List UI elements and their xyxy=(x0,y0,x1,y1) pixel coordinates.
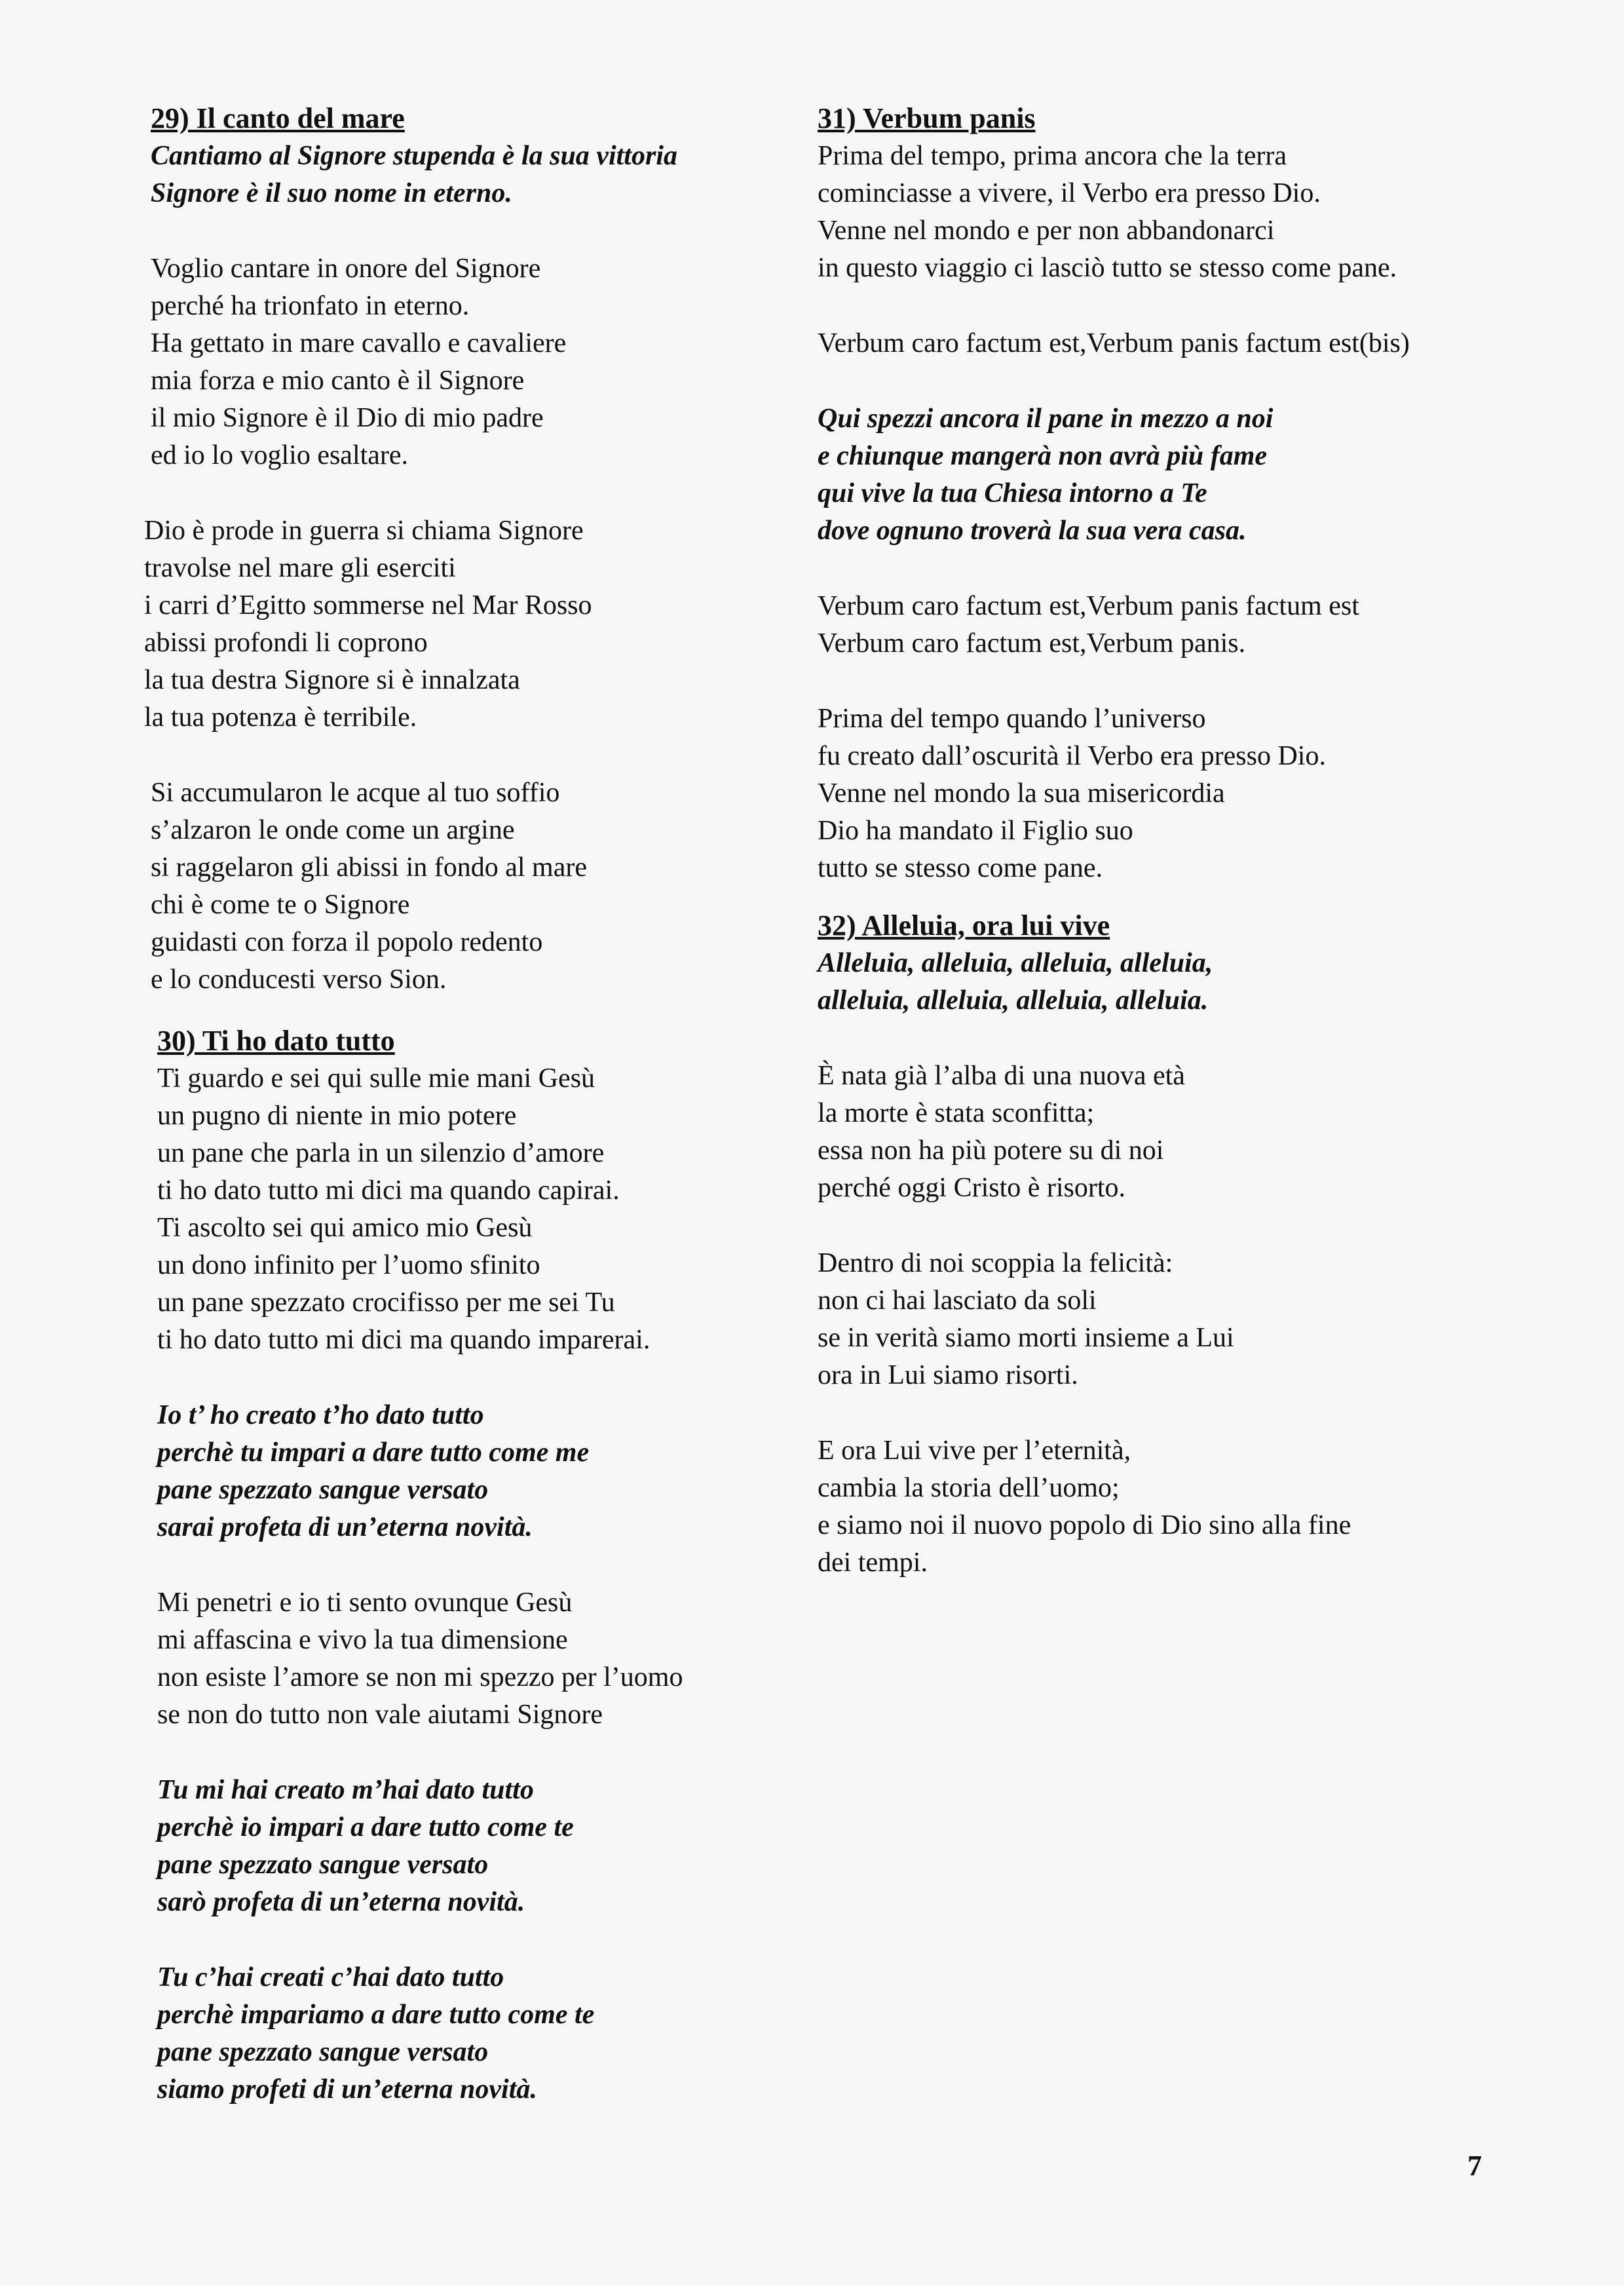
page-number: 7 xyxy=(1467,2150,1482,2182)
song-29 xyxy=(144,100,806,999)
lyric-line: sarò profeta di un’eterna novità. xyxy=(157,1887,525,1917)
lyric-line: Dio è prode in guerra si chiama Signore xyxy=(144,516,584,546)
chorus xyxy=(818,588,1538,662)
lyric-line: un dono infinito per l’uomo sfinito xyxy=(157,1250,540,1280)
lyric-line: pane spezzato sangue versato xyxy=(157,2037,489,2067)
lyric-line: ed io lo voglio esaltare. xyxy=(151,440,409,470)
lyric-line: e siamo noi il nuovo popolo di Dio sino alla fine xyxy=(818,1510,1351,1540)
lyric-line: se in verità siamo morti insieme a Lui xyxy=(818,1323,1234,1353)
lyric-line: essa non ha più potere su di noi xyxy=(818,1135,1164,1166)
lyric-line: Verbum caro factum est,Verbum panis. xyxy=(818,628,1246,658)
lyric-line: perchè tu impari a dare tutto come me xyxy=(157,1438,590,1468)
lyric-line: mia forza e mio canto è il Signore xyxy=(151,366,525,396)
chorus xyxy=(818,325,1538,362)
lyric-line: Ha gettato in mare cavallo e cavaliere xyxy=(151,328,567,358)
lyric-line: Prima del tempo, prima ancora che la terra xyxy=(818,141,1287,171)
lyric-line: Dio ha mandato il Figlio suo xyxy=(818,816,1133,846)
verse xyxy=(818,1245,1538,1394)
lyric-line: Qui spezzi ancora il pane in mezzo a noi xyxy=(818,404,1274,434)
song-title: 30) Ti ho dato tutto xyxy=(157,1025,395,1057)
lyric-line: tutto se stesso come pane. xyxy=(818,853,1103,883)
lyric-line: la tua potenza è terribile. xyxy=(144,702,417,733)
lyric-line: guidasti con forza il popolo redento xyxy=(151,927,543,957)
lyric-line: Verbum caro factum est,Verbum panis factum est xyxy=(818,591,1359,621)
song-title: 31) Verbum panis xyxy=(818,102,1036,134)
song-32 xyxy=(818,907,1538,1582)
lyric-line: Alleluia, alleluia, alleluia, alleluia, xyxy=(818,948,1213,978)
lyric-line: Verbum caro factum est,Verbum panis factum est(bis) xyxy=(818,328,1410,358)
lyric-line: alleluia, alleluia, alleluia, alleluia. xyxy=(818,985,1209,1016)
verse xyxy=(818,700,1538,887)
lyric-line: un pane che parla in un silenzio d’amore xyxy=(157,1138,605,1168)
lyric-line: Si accumularon le acque al tuo soffio xyxy=(151,778,560,808)
lyric-line: la morte è stata sconfitta; xyxy=(818,1098,1095,1128)
lyric-line: Venne nel mondo e per non abbandonarci xyxy=(818,216,1275,246)
lyric-line: perchè io impari a dare tutto come te xyxy=(157,1812,574,1842)
verse xyxy=(151,774,806,999)
lyric-line: in questo viaggio ci lasciò tutto se stesso come pane. xyxy=(818,253,1397,283)
lyric-line: chi è come te o Signore xyxy=(151,890,410,920)
lyric-line: E ora Lui vive per l’eternità, xyxy=(818,1436,1131,1466)
lyric-line: sarai profeta di un’eterna novità. xyxy=(157,1512,533,1542)
lyric-line: siamo profeti di un’eterna novità. xyxy=(157,2074,537,2105)
lyric-line: perchè impariamo a dare tutto come te xyxy=(157,2000,595,2030)
verse xyxy=(144,512,806,736)
lyric-line: Tu mi hai creato m’hai dato tutto xyxy=(157,1775,534,1805)
lyric-line: non esiste l’amore se non mi spezzo per l’uomo xyxy=(157,1662,683,1692)
lyric-line: Voglio cantare in onore del Signore xyxy=(151,254,541,284)
lyric-line: pane spezzato sangue versato xyxy=(157,1475,489,1505)
verse xyxy=(818,1432,1538,1582)
lyric-line: ora in Lui siamo risorti. xyxy=(818,1360,1078,1390)
lyric-line: Signore è il suo nome in eterno. xyxy=(151,178,512,208)
song-title: 29) Il canto del mare xyxy=(151,102,405,134)
lyric-line: il mio Signore è il Dio di mio padre xyxy=(151,403,544,433)
refrain xyxy=(151,1397,806,1546)
verse xyxy=(151,250,806,474)
lyric-line: Venne nel mondo la sua misericordia xyxy=(818,778,1225,809)
lyric-line: cambia la storia dell’uomo; xyxy=(818,1473,1120,1503)
lyric-line: Cantiamo al Signore stupenda è la sua vittoria xyxy=(151,141,677,171)
lyric-line: Ti guardo e sei qui sulle mie mani Gesù xyxy=(157,1063,595,1094)
lyric-line: pane spezzato sangue versato xyxy=(157,1850,489,1880)
lyric-line: È nata già l’alba di una nuova età xyxy=(818,1061,1185,1091)
lyric-line: Prima del tempo quando l’universo xyxy=(818,704,1206,734)
lyric-line: dei tempi. xyxy=(818,1548,928,1578)
lyric-line: ti ho dato tutto mi dici ma quando capirai. xyxy=(157,1175,620,1206)
left-column xyxy=(144,100,806,2146)
lyric-line: un pugno di niente in mio potere xyxy=(157,1101,517,1131)
lyric-line: i carri d’Egitto sommerse nel Mar Rosso xyxy=(144,590,592,620)
verse xyxy=(818,1057,1538,1207)
lyric-line: mi affascina e vivo la tua dimensione xyxy=(157,1625,568,1655)
refrain xyxy=(151,138,806,212)
lyric-line: Ti ascolto sei qui amico mio Gesù xyxy=(157,1213,533,1243)
lyric-line: perché oggi Cristo è risorto. xyxy=(818,1173,1126,1203)
lyric-line: Io t’ ho creato t’ho dato tutto xyxy=(157,1400,484,1430)
verse xyxy=(818,138,1538,287)
lyric-line: si raggelaron gli abissi in fondo al mare xyxy=(151,852,587,883)
refrain xyxy=(151,1959,806,2108)
song-30 xyxy=(151,1022,806,2108)
lyric-line: s’alzaron le onde come un argine xyxy=(151,815,515,845)
lyric-line: se non do tutto non vale aiutami Signore xyxy=(157,1700,603,1730)
refrain xyxy=(818,400,1538,550)
lyric-line: qui vive la tua Chiesa intorno a Te xyxy=(818,478,1207,508)
refrain xyxy=(151,1772,806,1921)
right-column xyxy=(818,100,1538,1620)
lyric-line: abissi profondi li coprono xyxy=(144,628,428,658)
lyric-line: Mi penetri e io ti sento ovunque Gesù xyxy=(157,1588,573,1618)
lyric-line: dove ognuno troverà la sua vera casa. xyxy=(818,516,1247,546)
lyric-line: Tu c’hai creati c’hai dato tutto xyxy=(157,1962,504,1992)
lyric-line: la tua destra Signore si è innalzata xyxy=(144,665,520,695)
lyric-line: non ci hai lasciato da soli xyxy=(818,1286,1097,1316)
lyric-line: e chiunque mangerà non avrà più fame xyxy=(818,441,1268,471)
lyric-line: un pane spezzato crocifisso per me sei Tu xyxy=(157,1287,615,1318)
lyric-line: travolse nel mare gli eserciti xyxy=(144,553,456,583)
lyric-line: cominciasse a vivere, il Verbo era presso Dio. xyxy=(818,178,1321,208)
verse xyxy=(151,1060,806,1359)
lyric-line: Dentro di noi scoppia la felicità: xyxy=(818,1248,1173,1278)
lyric-line: ti ho dato tutto mi dici ma quando imparerai. xyxy=(157,1325,651,1355)
refrain xyxy=(818,945,1538,1019)
song-31 xyxy=(818,100,1538,887)
lyric-line: perché ha trionfato in eterno. xyxy=(151,291,470,321)
verse xyxy=(151,1584,806,1734)
song-title: 32) Alleluia, ora lui vive xyxy=(818,909,1110,942)
lyric-line: fu creato dall’oscurità il Verbo era presso Dio. xyxy=(818,741,1326,771)
lyric-line: e lo conducesti verso Sion. xyxy=(151,964,447,995)
